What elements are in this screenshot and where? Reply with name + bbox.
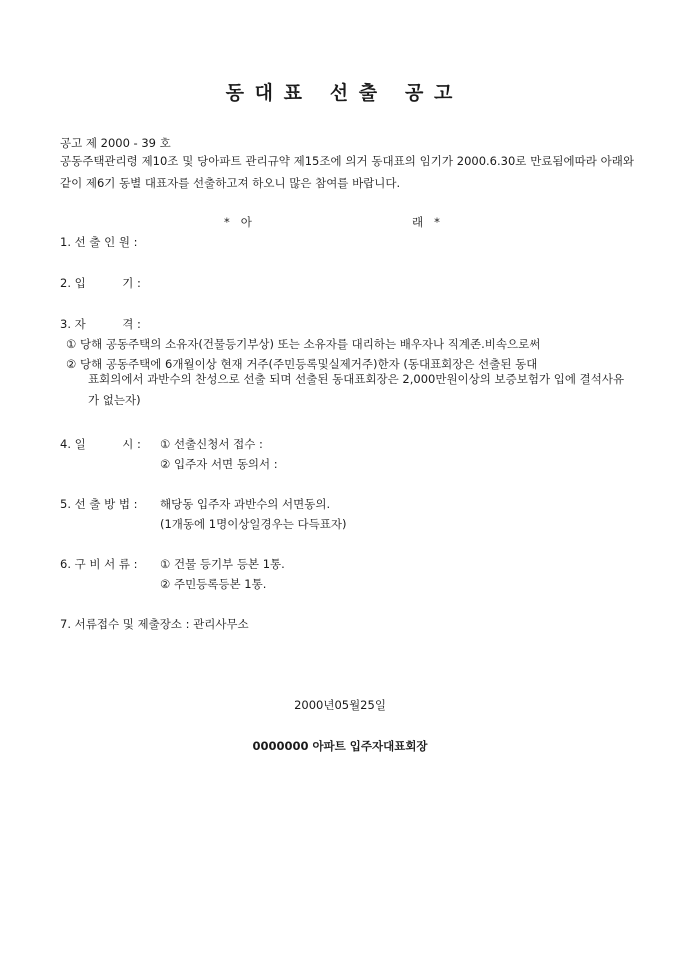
notice-title: 동 대 표 선 출 공 고: [225, 82, 455, 104]
method-note: (1개동에 1명이상일경우는 다득표자): [160, 517, 347, 531]
item-documents-label: 6. 구 비 서 류 :: [60, 557, 138, 571]
signature: 0000000 아파트 입주자대표회장: [252, 739, 428, 753]
below-marker-left: * 아: [224, 215, 252, 229]
document-building-register: ① 건물 등기부 등본 1통.: [160, 557, 285, 571]
item-qualification: 3. 자 격 :: [60, 317, 141, 331]
item-schedule-label: 4. 일 시 :: [60, 437, 141, 451]
intro-paragraph: 공동주택관리령 제10조 및 당아파트 관리규약 제15조에 의거 동대표의 임기가 2000.6.30로 만료됨에따라 아래와 같이 제6기 동별 대표자를 선출하고져 하오니 많은 참여를 바랍니다.: [60, 154, 634, 190]
schedule-consent: ② 입주자 서면 동의서 :: [160, 457, 278, 471]
item-headcount: 1. 선 출 인 원 :: [60, 235, 138, 249]
qualification-1: ① 당해 공동주택의 소유자(건물등기부상) 또는 소유자를 대리하는 배우자나 직계존.비속으로써: [66, 337, 541, 351]
item-submission-place: 7. 서류접수 및 제출장소 : 관리사무소: [60, 617, 249, 631]
item-term: 2. 입 기 :: [60, 276, 141, 290]
qualification-2-first: ② 당해 공동주택에 6개월이상 현재 거주(주민등록및실제거주)한자 (동대표회장은 선출된 동대: [66, 357, 538, 371]
schedule-application: ① 선출신청서 접수 :: [160, 437, 263, 451]
notice-date: 2000년05월25일: [294, 698, 386, 712]
notice-number: 공고 제 2000 - 39 호: [60, 136, 171, 150]
qualification-2-rest: 표회의에서 과반수의 찬성으로 선출 되며 선출된 동대표회장은 2,000만원이상의 보증보험가 입에 결석사유가 없는자): [88, 372, 625, 407]
method-main: 해당동 입주자 과반수의 서면동의.: [160, 497, 331, 511]
below-marker-right: 래 *: [412, 215, 440, 229]
document-resident-register: ② 주민등록등본 1통.: [160, 577, 267, 591]
item-method-label: 5. 선 출 방 법 :: [60, 497, 138, 511]
